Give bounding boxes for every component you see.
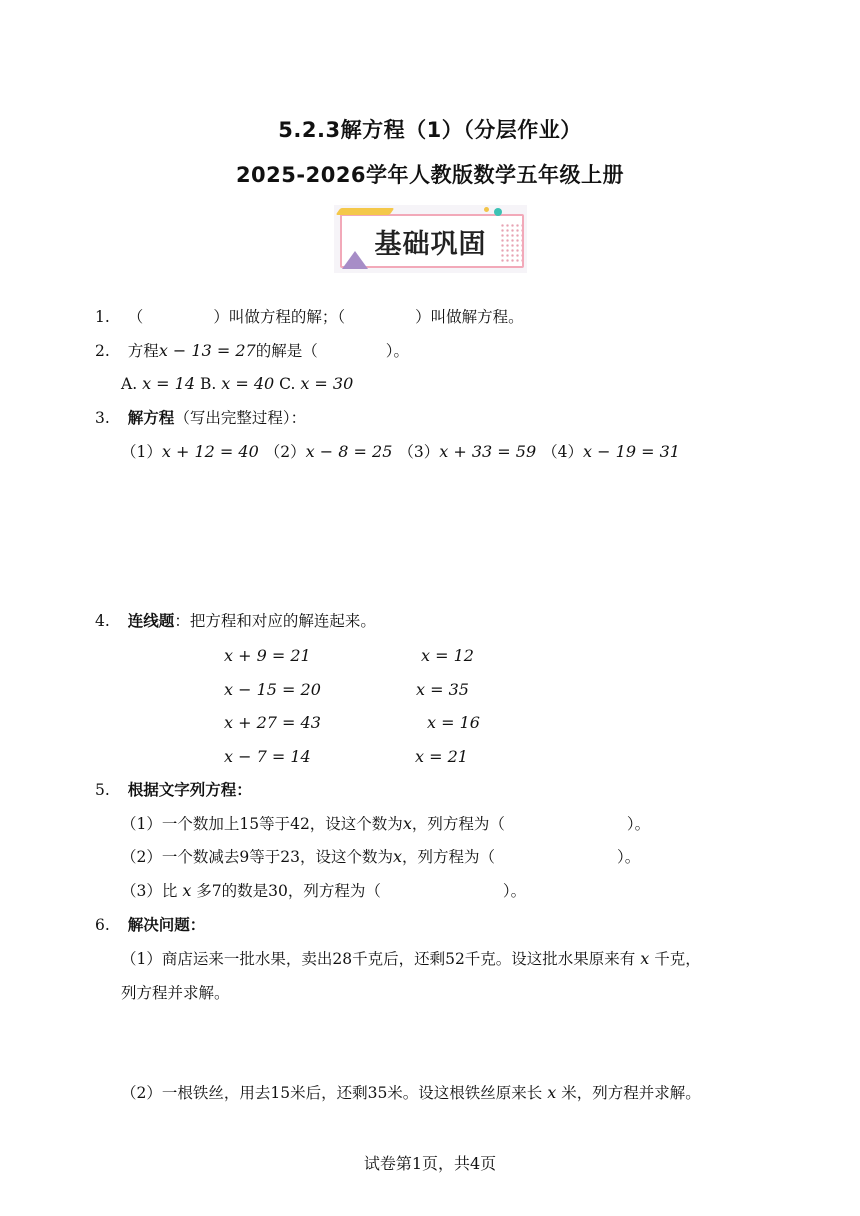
match-left-item[interactable]: x − 7 = 14 xyxy=(224,747,311,766)
match-right-item[interactable]: x = 16 xyxy=(427,713,480,732)
equation: x + 12 = 40 xyxy=(161,442,259,461)
match-right-item[interactable]: x = 35 xyxy=(416,680,469,699)
question-2-options xyxy=(121,374,353,394)
question-4: 4. 连线题：把方程和对应的解连起来。 xyxy=(95,612,376,630)
question-number: 3. xyxy=(95,409,110,427)
page-footer: 试卷第1页，共4页 xyxy=(363,1154,497,1173)
section-banner xyxy=(334,205,527,273)
option-label: B. xyxy=(199,375,217,393)
match-right-item[interactable]: x = 12 xyxy=(421,646,474,665)
question-5-item: （2）一个数减去9等于23，设这个数为x，列方程为（ ）。 xyxy=(121,847,641,866)
question-number: 4. xyxy=(95,612,110,630)
worksheet-title: 5.2.3解方程（1）（分层作业） xyxy=(278,118,582,142)
question-number: 6. xyxy=(95,916,110,934)
banner-text: 基础巩固 xyxy=(374,229,487,260)
equation: x + 33 = 59 xyxy=(439,442,537,461)
question-6-part-1-cont: 列方程并求解。 xyxy=(121,984,230,1002)
question-5: 5. 根据文字列方程： xyxy=(95,781,252,799)
match-left-item[interactable]: x − 15 = 20 xyxy=(224,680,321,699)
question-number: 2. xyxy=(95,342,110,360)
question-5-item: （3）比 x 多7的数是30，列方程为（ ）。 xyxy=(121,881,527,900)
option-expression: x = 30 xyxy=(300,374,354,393)
question-5-item: （1）一个数加上15等于42，设这个数为x，列方程为（ ）。 xyxy=(121,814,651,833)
question-6-part-2: （2）一根铁丝，用去15米后，还剩35米。设这根铁丝原来长 x 米，列方程并求解。 xyxy=(121,1083,701,1102)
match-left-item[interactable]: x + 9 = 21 xyxy=(224,646,311,665)
equation: x − 19 = 31 xyxy=(583,442,680,461)
question-1: 1. （ ）叫做方程的解；（ ）叫做解方程。 xyxy=(95,308,524,326)
worksheet-subtitle: 2025-2026学年人教版数学五年级上册 xyxy=(235,163,625,187)
option-label: A. xyxy=(121,375,138,393)
question-3-equations: （1）x + 12 = 40 （2）x − 8 = 25 （3）x + 33 = 59 （4）x − 19 = 31 xyxy=(121,442,680,461)
question-number: 1. xyxy=(95,308,110,326)
question-3: 3. 解方程（写出完整过程）： xyxy=(95,409,307,427)
match-right-item[interactable]: x = 21 xyxy=(415,747,468,766)
option-expression: x = 40 xyxy=(221,374,275,393)
option-expression: x = 14 xyxy=(142,374,196,393)
match-left-item[interactable]: x + 27 = 43 xyxy=(224,713,321,732)
option-label: C. xyxy=(279,375,296,393)
banner-stripe-decoration xyxy=(336,208,395,215)
question-number: 5. xyxy=(95,781,110,799)
question-6-part-1: （1）商店运来一批水果，卖出28千克后，还剩52千克。设这批水果原来有 x 千克， xyxy=(121,949,701,968)
question-6: 6. 解决问题： xyxy=(95,916,206,934)
equation: x − 13 = 27 xyxy=(158,341,256,360)
question-2: 2. 方程x − 13 = 27的解是（ ）。 xyxy=(95,341,409,360)
equation: x − 8 = 25 xyxy=(305,442,393,461)
